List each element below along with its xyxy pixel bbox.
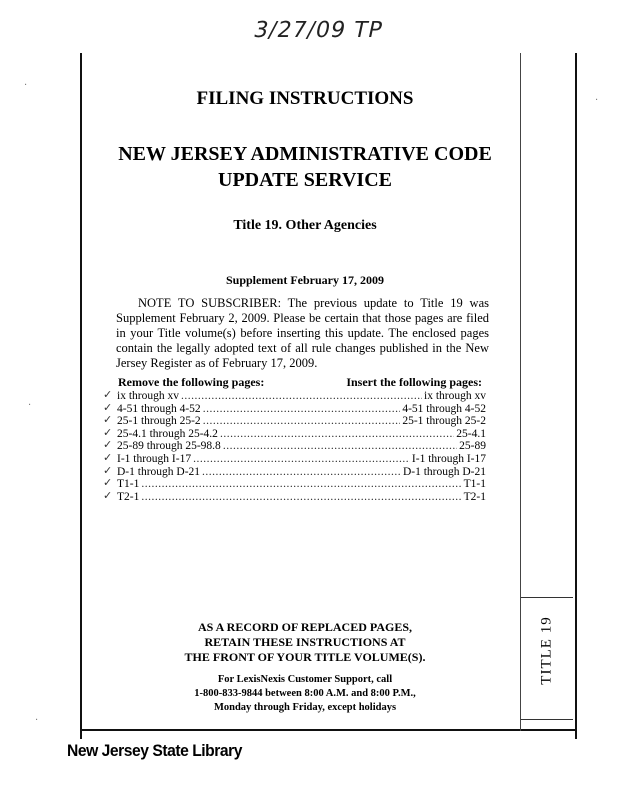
insert-pages: 4-51 through 4-52: [402, 402, 486, 415]
leader-dots: [181, 390, 422, 403]
remove-pages: T1-1: [117, 478, 140, 491]
insert-pages: ix through xv: [424, 390, 486, 402]
remove-pages: 25-1 through 25-2: [117, 415, 201, 428]
library-stamp: New Jersey State Library: [67, 741, 243, 760]
scan-speck: ·: [28, 400, 32, 411]
subscriber-note: NOTE TO SUBSCRIBER: The previous update to Title 19 was Supplement February 2, 2009. Please be certain that those pages are filed in your Title volume(s) before inserting this update. The enclosed pages contain the legally adopted text of all rule changes published in the New Jersey Register as of February 17, 2009.: [116, 296, 489, 370]
insert-pages: T2-1: [463, 490, 486, 503]
checkmark-icon: ✓: [103, 438, 113, 452]
record-notice: [90, 620, 520, 665]
remove-pages: 25-89 through 25-98.8: [117, 440, 221, 453]
code-title-line1: NEW JERSEY ADMINISTRATIVE CODE: [118, 143, 492, 165]
leader-dots: [202, 466, 401, 479]
remove-pages: T2-1: [117, 490, 140, 503]
code-title: [90, 141, 520, 193]
code-title-line2: UPDATE SERVICE: [218, 169, 392, 191]
checkmark-icon: ✓: [103, 425, 113, 439]
leader-dots: [203, 403, 401, 416]
insert-pages: T1-1: [463, 478, 486, 491]
page-row: [103, 476, 486, 491]
customer-support-info: [90, 673, 520, 715]
handwritten-date-note: 3/27/09 TP: [251, 18, 386, 43]
record-line2: RETAIN THESE INSTRUCTIONS AT: [204, 635, 406, 649]
checkmark-icon: ✓: [103, 413, 113, 427]
scan-speck: ·: [24, 80, 28, 91]
support-line3: Monday through Friday, except holidays: [213, 702, 397, 713]
page-row: [103, 388, 486, 403]
record-line1: AS A RECORD OF REPLACED PAGES,: [197, 620, 413, 634]
insert-pages: I-1 through I-17: [411, 452, 486, 465]
remove-pages: I-1 through I-17: [117, 452, 192, 465]
page-row: [103, 450, 486, 466]
leader-dots: [141, 491, 461, 504]
remove-pages: 4-51 through 4-52: [117, 402, 201, 415]
checkmark-icon: ✓: [103, 476, 113, 490]
insert-column-header: Insert the following pages:: [346, 375, 482, 389]
remove-pages: 25-4.1 through 25-4.2: [117, 427, 218, 440]
title-heading: Title 19. Other Agencies: [233, 218, 377, 233]
filing-instructions-heading: FILING INSTRUCTIONS: [196, 88, 414, 109]
insert-pages: 25-1 through 25-2: [402, 415, 486, 428]
insert-pages: D-1 through D-21: [402, 465, 486, 478]
page-row: [103, 425, 486, 441]
record-line3: THE FRONT OF YOUR TITLE VOLUME(S).: [184, 650, 426, 664]
checkmark-icon: ✓: [103, 488, 113, 502]
remove-column-header: Remove the following pages:: [118, 375, 265, 389]
support-line1: For LexisNexis Customer Support, call: [217, 674, 393, 685]
leader-dots: [193, 453, 410, 466]
page-row: [103, 400, 486, 416]
page-row: [103, 488, 486, 504]
remove-pages: D-1 through D-21: [117, 465, 201, 478]
supplement-date: Supplement February 17, 2009: [225, 273, 384, 287]
checkmark-icon: ✓: [103, 450, 113, 464]
leader-dots: [223, 440, 457, 453]
title-tab-label: TITLE 19: [538, 616, 555, 685]
frame-bottom-rule: [80, 729, 575, 731]
checkmark-icon: ✓: [103, 388, 113, 401]
checkmark-icon: ✓: [103, 463, 113, 477]
insert-pages: 25-89: [459, 440, 486, 453]
scan-speck: ·: [595, 95, 599, 106]
leader-dots: [220, 428, 454, 441]
leader-dots: [203, 415, 401, 428]
leader-dots: [141, 478, 461, 491]
checkmark-icon: ✓: [103, 400, 113, 414]
scan-speck: ·: [35, 715, 39, 726]
page-row: [103, 463, 486, 479]
page-list: [103, 388, 486, 503]
support-line2: 1-800-833-9844 between 8:00 A.M. and 8:00 P.M.,: [194, 688, 416, 699]
remove-pages: ix through xv: [117, 390, 179, 402]
page-row: [103, 413, 486, 428]
insert-pages: 25-4.1: [456, 427, 486, 440]
page-row: [103, 438, 486, 453]
